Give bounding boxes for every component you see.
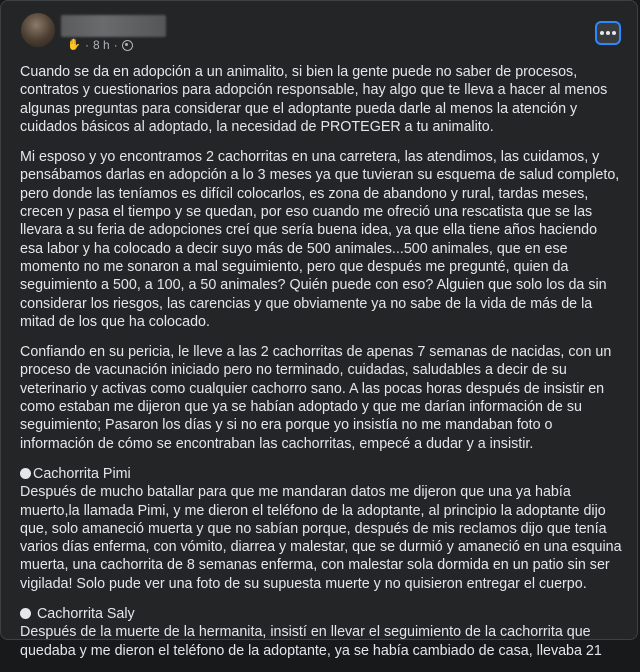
post-meta: [67, 37, 133, 53]
section-heading-text: Cachorrita Saly: [33, 606, 135, 623]
post-paragraph: Confiando en su pericia, le lleve a las 2 cachorritas de apenas 7 semanas de nacidas, con un proceso de vacunación iniciado pero no terminado, cuidadas, saludables a decir de su veterinario y activas como cualquier cachorro sano. A las pocas horas después de insistir en como estaban me dijeron que ya se habían adoptado y que me darían información de su seguimiento; Pasaron los días y si no era porque yo insistía no me mandaban foto o información de cómo se encontraban las cachorritas, empecé a dudar y a insistir.: [20, 344, 612, 452]
post-time[interactable]: 8 h: [93, 38, 110, 52]
more-options-button[interactable]: [595, 21, 621, 45]
hand-wave-icon: ✋: [67, 38, 81, 51]
author-name-redacted[interactable]: [61, 15, 166, 37]
post-header: [21, 11, 621, 55]
meta-separator-2: ·: [113, 38, 118, 52]
section-body: Después de mucho batallar para que me mandaran datos me dijeron que una ya había muerto,la llamada Pimi, y me dieron el teléfono de la adoptante, al principio la adoptante dijo que, solo amaneció muerta y que no sabían porque, después de mis reclamos dijo que tenía varios días enferma, con vómito, diarrea y malestar, que se durmió y amaneció en una esquina muerta, una cachorrita de 8 semanas enferma, con malestar sola dormida en un patio sin ser vigilada! Solo pude ver una foto de su supuesta muerte y no quisieron entregar el cuerpo.: [20, 484, 622, 592]
section-heading-text: Cachorrita Pimi: [33, 465, 131, 482]
bullet-icon: [20, 468, 31, 479]
post-content: [20, 63, 622, 672]
section-heading: [20, 605, 622, 623]
post-paragraph: Cuando se da en adopción a un animalito, si bien la gente puede no saber de procesos, contratos y cuestionarios para adopción responsable, hay algo que te lleva a hacer al menos algunas preguntas para considerar que el adoptante pueda darle al menos la atención y cuidados básicos al adoptado, la necesidad de PROTEGER a tu animalito.: [20, 64, 608, 135]
more-options-icon: [600, 31, 616, 35]
author-avatar[interactable]: [21, 13, 55, 47]
globe-icon[interactable]: [122, 40, 133, 51]
section-body: Después de la muerte de la hermanita, insistí en llevar el seguimiento de la cachorrita que quedaba y me dieron el teléfono de la adoptante, ya se había cambiado de casa, llevaba 21: [20, 624, 602, 659]
bullet-icon: [20, 608, 31, 619]
meta-separator: ·: [85, 38, 89, 52]
post-paragraph: Mi esposo y yo encontramos 2 cachorritas en una carretera, las atendimos, las cuidamos, y pensábamos darlas en adopción a lo 3 meses ya que tuvieran su esquema de salud completo, pero donde las teníamos es difícil colocarlos, es zona de abandono y rural, tardas meses, crecen y pasa el tiempo y se quedan, por eso cuando me ofreció una rescatista que se las llevara a su feria de adopciones creí que sería buena idea, ya que ella tiene años haciendo esa labor y ha colocado a decir suyo más de 500 animales...500 animales, que en ese momento no me sonaron a mal seguimiento, pero que después me pregunté, quien da seguimiento a 500, a 100, a 50 animales? Quién puede con eso? Alguien que solo los da sin considerar los riesgos, las carencias y que obviamente ya no sabe de la vida de más de la mitad de los que ha colocado.: [20, 149, 620, 330]
section-heading: [20, 465, 622, 483]
